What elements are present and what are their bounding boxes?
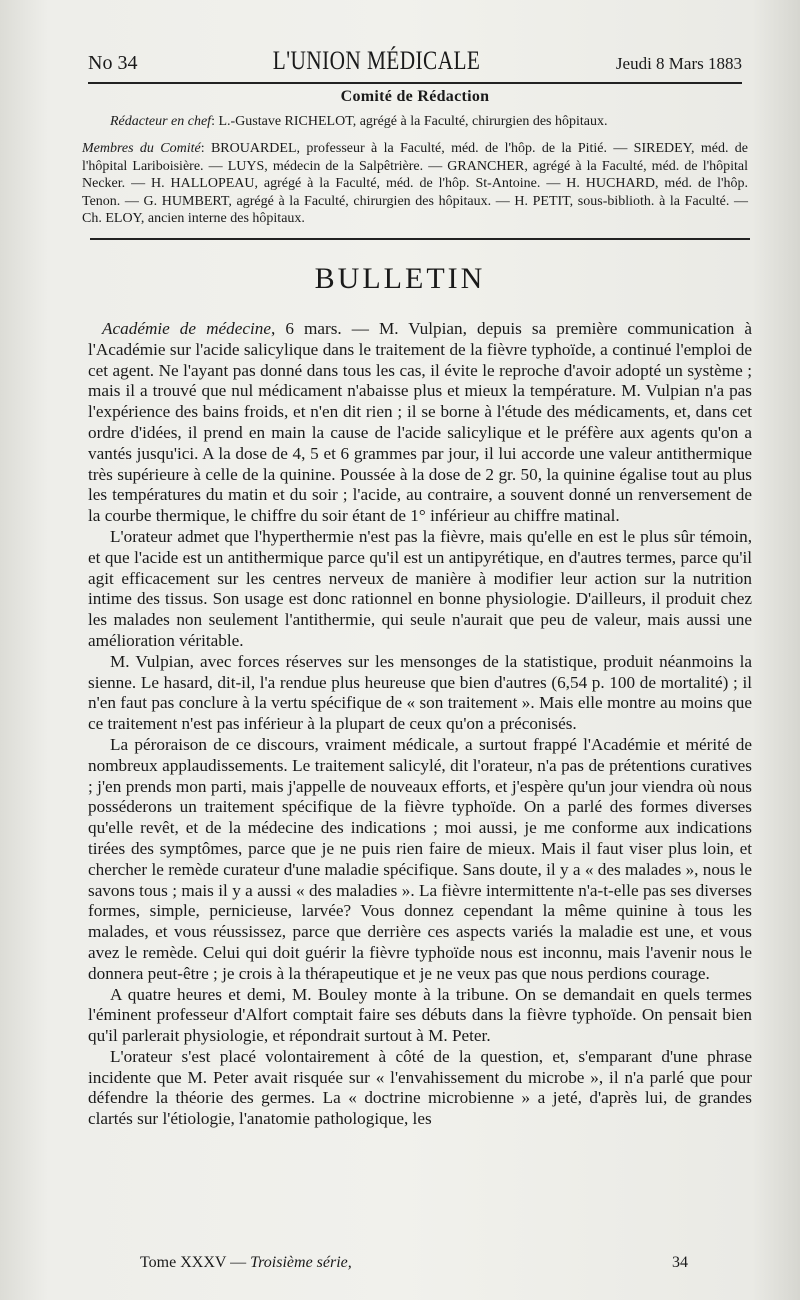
editor-text: : L.-Gustave RICHELOT, agrégé à la Faculté, chirurgien des hôpitaux. <box>211 114 608 129</box>
paragraph: L'orateur admet que l'hyperthermie n'est pas la fièvre, mais qu'elle en est le plus sûr témoin, et que l'acide est un antithermique parce qu'il est un antipyrétique, en d'autres termes, parce qu'il agit efficacement sur les centres nerveux de manière à modifier leur action sur la nutrition intime des tissus. Son usage est donc rationnel en bonne physiologie. D'ailleurs, il produit chez les malades non seulement l'antithermie, qui seule n'aurait que peu de valeur, mais aussi une amélioration véritable. <box>88 526 752 650</box>
committee-members <box>82 140 748 228</box>
page-number: 34 <box>672 1254 688 1271</box>
article-body <box>88 319 752 1130</box>
issue-date: Jeudi 8 Mars 1883 <box>615 54 742 73</box>
members-text: : BROUARDEL, professeur à la Faculté, méd. de l'hôp. de la Pitié. — SIREDEY, méd. de l'hôpital Lariboisière. — LUYS, médecin de la Salpêtrière. — GRANCHER, agrégé à la Faculté, méd. de l'hôpital Necker. — H. HALLOPEAU, agrégé à la Faculté, méd. de l'hôp. St-Antoine. — H. HUCHARD, méd. de l'hôp. Tenon. — G. HUMBERT, agrégé à la Faculté, chirurgien des hôpitaux. — H. PETIT, sous-biblioth. à la Faculté. — Ch. ELOY, ancien interne des hôpitaux. <box>82 141 748 226</box>
paragraph: A quatre heures et demi, M. Bouley monte à la tribune. On se demandait en quels termes l'éminent professeur d'Alfort comptait faire ses débuts dans la fièvre typhoïde. On pensait bien qu'il parlerait physiologie, et répondrait surtout à M. Peter. <box>88 984 752 1046</box>
series-label: Troisième série, <box>250 1254 352 1271</box>
page-header <box>88 46 742 84</box>
section-title: BULLETIN <box>314 262 486 295</box>
editorial-committee <box>82 88 748 228</box>
paragraph: L'orateur s'est placé volontairement à côté de la question, et, s'emparant d'une phrase incidente que M. Peter avait risquée sur « l'envahissement du microbe », il n'a parlé que pour défendre la théorie des germes. La « doctrine microbienne » a jeté, d'après lui, de grandes clartés sur l'étiologie, l'anatomie pathologique, les <box>88 1046 752 1129</box>
journal-title: L'UNION MÉDICALE <box>272 46 481 75</box>
editor-in-chief <box>110 114 748 130</box>
paragraph: La péroraison de ce discours, vraiment médicale, a surtout frappé l'Académie et mérité de nombreux applaudissements. Le traitement salicylé, dit l'orateur, n'a pas de prétentions curatives ; j'en prends mon parti, mais j'appelle de nouveaux efforts, et j'espère qu'un jour viendra où nous posséderons un traitement spécifique de la fièvre typhoïde. On a parlé des formes diverses qu'elle revêt, et de la médecine des indications ; moi aussi, je me conforme aux indications tirées des symptômes, parce que je ne puis rien faire de mieux. Mais il faut viser plus loin, et chercher le remède curateur d'une maladie spécifique. Sans doute, il y a « des malades », nous le savons tous ; mais il y a aussi « des maladies ». La fièvre intermittente n'a-t-elle pas ses diverses formes, simple, pernicieuse, larvée? Vous donnez cependant la même quinine à tous les malades, et vous réussissez, parce que derrière ces aspects variés la maladie est une, et vous avez le remède. Celui qui doit guérir la fièvre typhoïde nous est inconnu, mais l'avenir nous le donnera peut-être ; je crois à la thérapeutique et je ne veux pas que nous perdions courage. <box>88 734 752 983</box>
page-footer <box>140 1254 688 1272</box>
paragraph-lead: Académie de médecine <box>102 319 271 338</box>
paragraph-text: , 6 mars. — M. Vulpian, depuis sa première communication à l'Académie sur l'acide salicylique dans le traitement de la fièvre typhoïde, a continué l'emploi de cet agent. Ne l'ayant pas donné dans tous les cas, il évite le reproche d'avoir adopté un système ; mais il a trouvé que nul médicament n'abaisse plus et mieux la température. M. Vulpian n'a pas l'expérience des bains froids, et n'en dit rien ; il se borne à l'étude des médicaments, et, dans cet ordre d'idées, il prend en main la cause de l'acide salicylique et le préfère aux agents qu'on a vantés jusqu'ici. A la dose de 4, 5 et 6 grammes par jour, il lui accorde une valeur antithermique très supérieure à celle de la quinine. Poussée à la dose de 2 gr. 50, la quinine égalise tout au plus les températures du matin et du soir ; l'acide, au contraire, a souvent donné un renversement de la courbe thermique, le chiffre du soir étant de 1° inférieur au chiffre matinal. <box>88 319 753 526</box>
paragraph: M. Vulpian, avec forces réserves sur les mensonges de la statistique, produit néanmoins la sienne. Le hasard, dit-il, l'a rendue plus heureuse que bien d'autres (6,54 p. 100 de mortalité) ; il n'en faut pas conclure à la vertu spécifique de « son traitement ». Mais elle montre au moins que ce traitement n'est pas inférieur à la plupart de ceux qu'on a préconisés. <box>88 651 752 734</box>
committee-title: Comité de Rédaction <box>340 88 490 105</box>
divider-rule <box>90 238 750 240</box>
editor-label: Rédacteur en chef <box>110 114 212 129</box>
members-label: Membres du Comité <box>82 141 201 156</box>
paragraph <box>88 319 752 527</box>
issue-number: No 34 <box>88 52 138 74</box>
tome-label: Tome XXXV — <box>140 1254 247 1271</box>
footer-volume <box>140 1254 352 1272</box>
